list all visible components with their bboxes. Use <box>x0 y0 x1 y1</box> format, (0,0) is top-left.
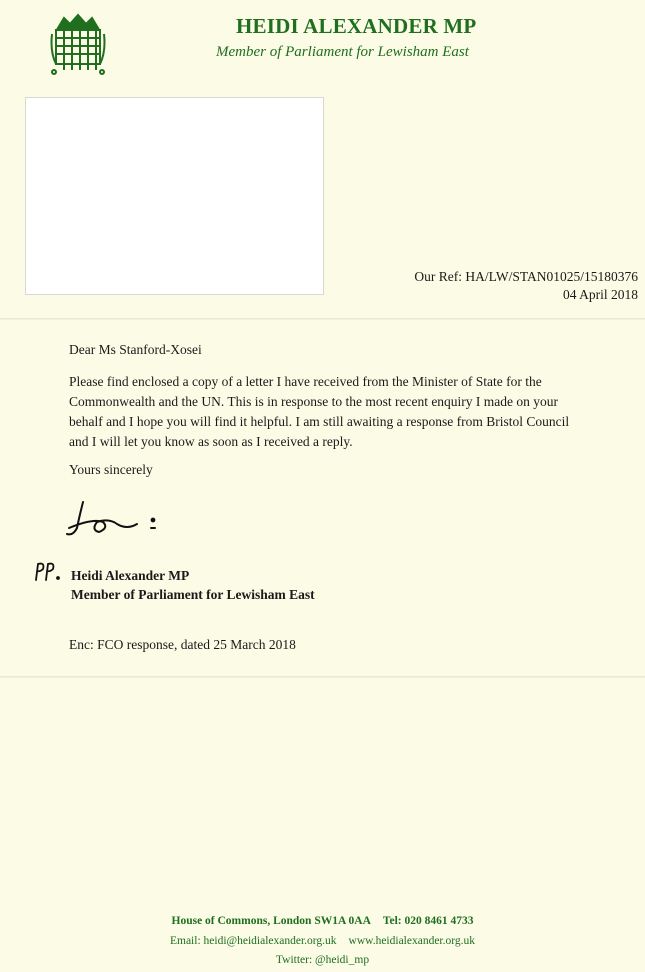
salutation: Dear Ms Stanford-Xosei <box>69 342 202 357</box>
footer-address: House of Commons, London SW1A 0AA <box>171 915 371 927</box>
address-window-redacted <box>25 97 324 295</box>
footer-address-line <box>0 915 645 927</box>
body-line: Please find enclosed a copy of a letter I have received from the Minister of State for the <box>69 374 542 389</box>
footer-web: www.heidialexander.org.uk <box>348 935 475 947</box>
body-line: behalf and I hope you will find it helpful. I am still awaiting a response from Bristol Council <box>69 414 570 429</box>
signatory-title: Member of Parliament for Lewisham East <box>71 587 315 602</box>
paper-fold-line <box>0 676 645 678</box>
reference-block <box>414 268 638 304</box>
footer-twitter: Twitter: @heidi_mp <box>275 954 370 966</box>
paper-fold-line <box>0 318 645 320</box>
enclosure-note: Enc: FCO response, dated 25 March 2018 <box>69 637 296 652</box>
letter-body-paragraph <box>69 372 629 452</box>
handwritten-signature <box>63 498 163 540</box>
reference-number: Our Ref: HA/LW/STAN01025/15180376 <box>414 269 638 284</box>
footer-tel: Tel: 020 8461 4733 <box>382 915 474 927</box>
body-line: and I will let you know as soon as I received a reply. <box>69 434 353 449</box>
mp-name-heading: HEIDI ALEXANDER MP <box>236 14 477 38</box>
mp-constituency: Member of Parliament for Lewisham East <box>216 44 469 60</box>
footer-email: Email: heidi@heidialexander.org.uk <box>169 935 337 947</box>
body-line: Commonwealth and the UN. This is in response to the most recent enquiry I made on your <box>69 394 559 409</box>
portcullis-crest-icon <box>50 12 106 78</box>
letter-date: 04 April 2018 <box>562 287 638 302</box>
footer-contact-line <box>0 935 645 947</box>
signatory-block <box>71 566 315 604</box>
closing: Yours sincerely <box>69 462 153 477</box>
pp-handwritten-mark <box>33 560 63 584</box>
signatory-name: Heidi Alexander MP <box>71 568 190 583</box>
